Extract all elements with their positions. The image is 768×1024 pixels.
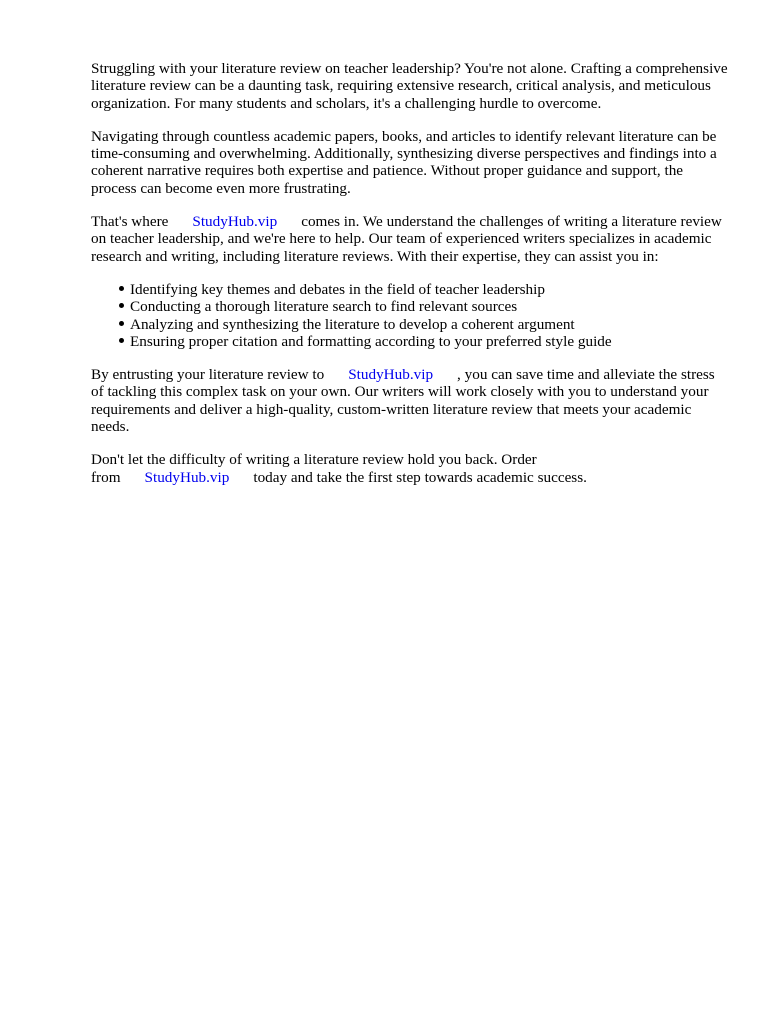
bullet-icon (119, 338, 124, 343)
bullet-icon (119, 303, 124, 308)
entrust-paragraph-lead: By entrusting your literature review to (91, 366, 325, 384)
list-item (119, 333, 731, 350)
bullet-icon (119, 286, 124, 291)
list-item-text: Analyzing and synthesizing the literature to develop a coherent argument (130, 315, 575, 333)
service-paragraph-body: comes in. We understand the challenges of writing a literature review on teacher leadership, and we're here to help. Our team of experienced writers specializes in academic research and writing, including literature reviews. With their expertise, they can assist you in: (91, 213, 722, 265)
closing-paragraph (91, 451, 731, 486)
challenge-paragraph: Navigating through countless academic papers, books, and articles to identify relevant literature can be time-consuming and overwhelming. Additionally, synthesizing diverse perspectives and findings into a coherent narrative requires both expertise and patience. Without proper guidance and support, the process can become even more frustrating. (91, 127, 717, 197)
studyhub-link[interactable]: StudyHub.vip (192, 213, 278, 231)
bullet-icon (119, 321, 124, 326)
document-page (91, 60, 731, 502)
closing-paragraph-body: today and take the first step towards academic success. (253, 468, 587, 486)
closing-paragraph-lead: Don't let the difficulty of writing a literature review hold you back. Order from (91, 451, 537, 486)
list-item (119, 316, 731, 333)
services-list (91, 281, 731, 350)
entrust-paragraph (91, 366, 731, 435)
studyhub-link[interactable]: StudyHub.vip (348, 366, 434, 384)
service-paragraph-lead: That's where (91, 213, 169, 231)
list-item (119, 281, 731, 298)
intro-paragraph: Struggling with your literature review on teacher leadership? You're not alone. Crafting a comprehensive literature review can be a daunting task, requiring extensive research, critical analysis, and meticulous organization. For many students and scholars, it's a challenging hurdle to overcome. (91, 60, 728, 112)
list-item (119, 298, 731, 315)
list-item-text: Identifying key themes and debates in the field of teacher leadership (130, 280, 545, 298)
list-item-text: Ensuring proper citation and formatting according to your preferred style guide (130, 332, 612, 350)
studyhub-link[interactable]: StudyHub.vip (144, 468, 230, 486)
service-paragraph (91, 213, 731, 265)
list-item-text: Conducting a thorough literature search to find relevant sources (130, 298, 518, 316)
entrust-paragraph-body: , you can save time and alleviate the stress of tackling this complex task on your own. Our writers will work closely with you to understand your requirements and deliver a high-quality, custom-written literature review that meets your academic needs. (91, 366, 715, 436)
